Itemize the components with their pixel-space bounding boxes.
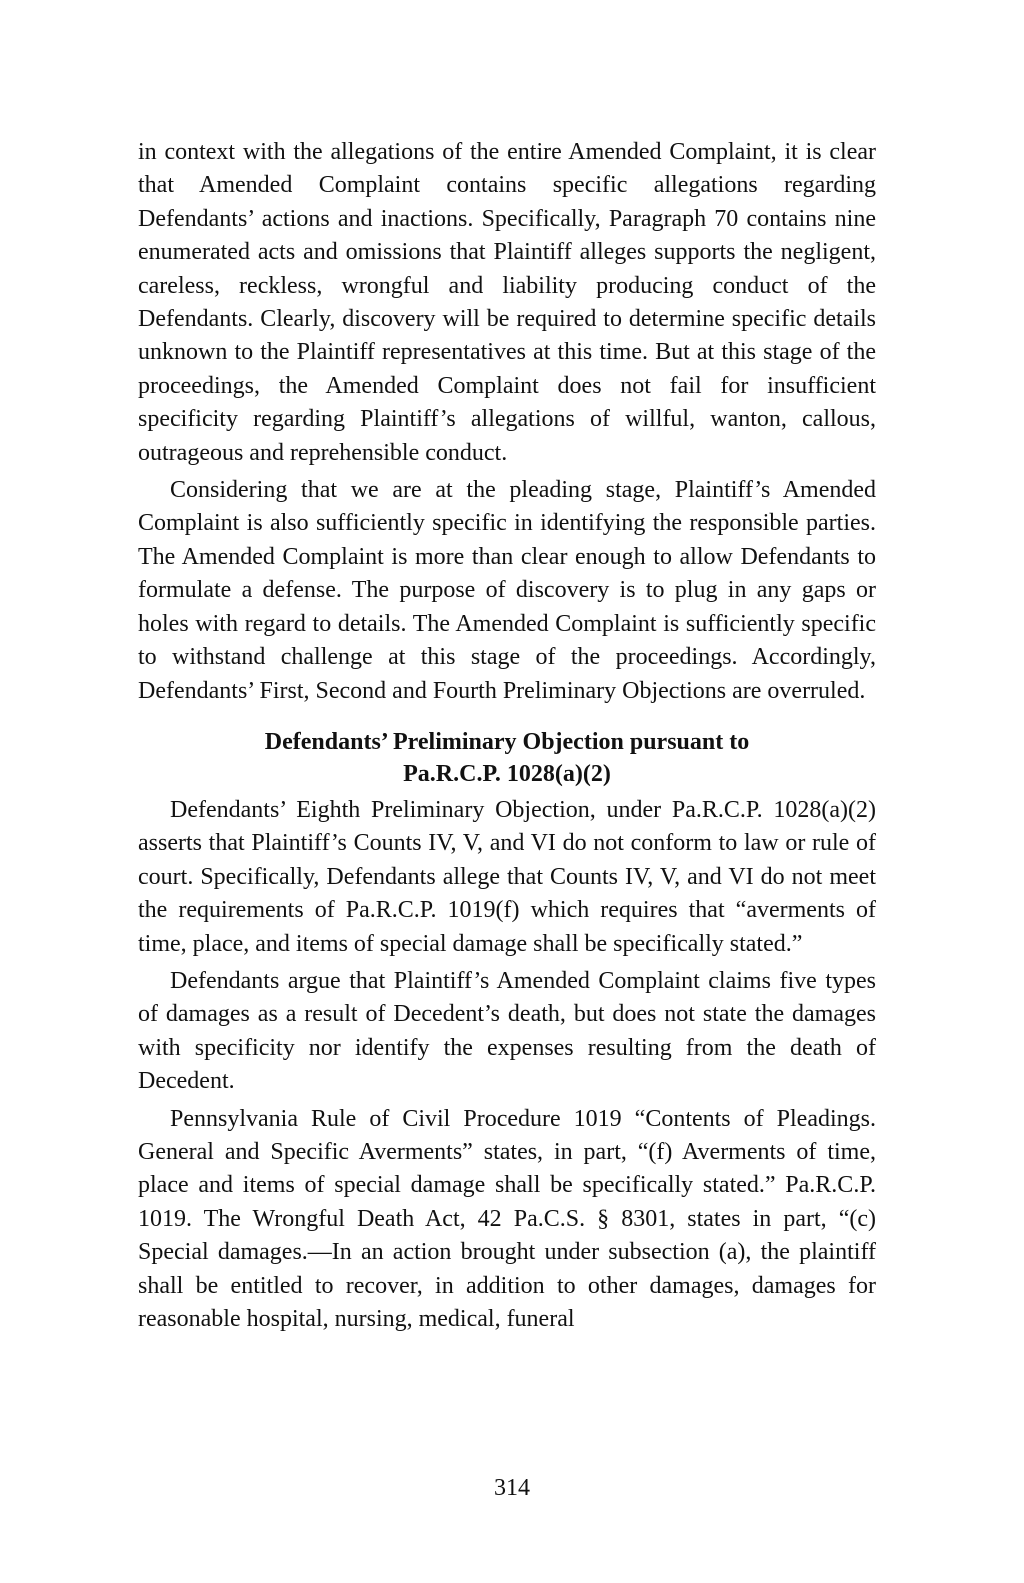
section-heading-line-1: Defendants’ Preliminary Objection pursuant to	[264, 728, 750, 755]
paragraph-rule-1019: Pennsylvania Rule of Civil Procedure 1019 “Contents of Pleadings. General and Specific Averments” states, in part, “(f) Averments of time, place and items of special damage shall be specifically stated.” Pa.R.C.P. 1019. The Wrongful Death Act, 42 Pa.C.S. § 8301, states in part, “(c) Special damages.—In an action brought under subsection (a), the plaintiff shall be entitled to recover, in addition to other damages, damages for reasonable hospital, nursing, medical, funeral	[138, 1105, 876, 1332]
paragraph-damages-argument: Defendants argue that Plaintiff’s Amended Complaint claims five types of damages as a result of Decedent’s death, but does not state the damages with specificity nor identify the expenses resulting from the death of Decedent.	[138, 967, 876, 1095]
document-body	[138, 136, 876, 1340]
paragraph-continuation: in context with the allegations of the entire Amended Complaint, it is clear that Amended Complaint contains specific allegations regarding Defendants’ actions and inactions. Specifically, Paragraph 70 contains nine enumerated acts and omissions that Plaintiff alleges supports the negligent, careless, reckless, wrongful and liability producing conduct of the Defendants. Clearly, discovery will be required to determine specific details unknown to the Plaintiff representatives at this time. But at this stage of the proceedings, the Amended Complaint does not fail for insufficient specificity regarding Plaintiff’s allegations of willful, wanton, callous, outrageous and reprehensible conduct.	[138, 139, 876, 466]
page-number: 314	[494, 1475, 530, 1501]
paragraph-pleading-stage: Considering that we are at the pleading stage, Plaintiff’s Amended Complaint is also sufficiently specific in identifying the responsible parties. The Amended Complaint is more than clear enough to allow Defendants to formulate a defense. The purpose of discovery is to plug in any gaps or holes with regard to details. The Amended Complaint is sufficiently specific to withstand challenge at this stage of the proceedings. Accordingly, Defendants’ First, Second and Fourth Preliminary Objections are overruled.	[138, 477, 876, 704]
section-heading	[138, 726, 876, 790]
paragraph-eighth-objection: Defendants’ Eighth Preliminary Objection, under Pa.R.C.P. 1028(a)(2) asserts that Plaintiff’s Counts IV, V, and VI do not conform to law or rule of court. Specifically, Defendants allege that Counts IV, V, and VI do not meet the requirements of Pa.R.C.P. 1019(f) which requires that “averments of time, place, and items of special damage shall be specifically stated.”	[138, 796, 876, 957]
section-heading-line-2: Pa.R.C.P. 1028(a)(2)	[403, 760, 611, 787]
